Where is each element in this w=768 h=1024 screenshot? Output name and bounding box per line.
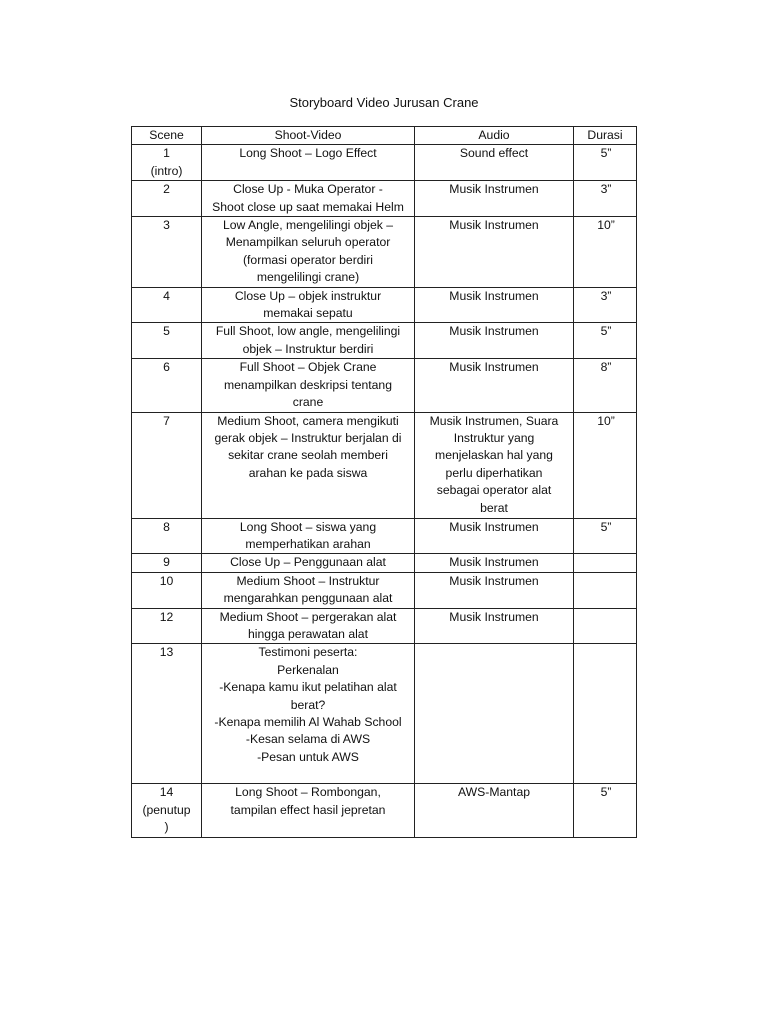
duration-cell — [574, 145, 637, 181]
shoot-video-cell — [202, 518, 415, 554]
table-row — [132, 644, 637, 784]
shoot-video-cell-line: crane — [292, 395, 324, 410]
table-row — [132, 323, 637, 359]
duration-value: 3” — [600, 182, 612, 197]
shoot-video-cell — [202, 287, 415, 323]
audio-cell-line: Musik Instrumen — [449, 519, 539, 534]
scene-cell — [132, 554, 202, 572]
scene-cell — [132, 518, 202, 554]
audio-cell — [415, 608, 574, 644]
shoot-video-cell-line: Long Shoot – Logo Effect — [239, 146, 377, 161]
shoot-video-cell-line: sekitar crane seolah memberi — [228, 448, 388, 463]
duration-cell — [574, 608, 637, 644]
table-row — [132, 217, 637, 288]
shoot-video-cell — [202, 784, 415, 837]
audio-cell — [415, 554, 574, 572]
shoot-video-cell-line: Menampilkan seluruh operator — [225, 235, 391, 250]
table-row — [132, 287, 637, 323]
shoot-video-cell-line: Close Up – objek instruktur — [234, 288, 382, 303]
duration-cell — [574, 359, 637, 412]
storyboard-table — [131, 126, 637, 838]
scene-cell — [132, 359, 202, 412]
scene-cell-line: 5 — [163, 324, 170, 339]
audio-cell — [415, 644, 574, 784]
scene-cell-line: (intro) — [150, 163, 183, 178]
duration-cell — [574, 518, 637, 554]
scene-cell-line: 13 — [159, 645, 174, 660]
duration-value: 5” — [600, 519, 612, 534]
header-scene: Scene — [132, 127, 202, 145]
audio-cell-line: Musik Instrumen — [449, 555, 539, 570]
duration-cell — [574, 287, 637, 323]
duration-value: 10” — [597, 413, 615, 428]
shoot-video-cell-line: berat? — [290, 697, 326, 712]
shoot-video-cell-line: objek – Instruktur berdiri — [242, 341, 374, 356]
scene-cell-line: 4 — [163, 288, 170, 303]
shoot-video-cell-line: Full Shoot, low angle, mengelilingi — [215, 324, 401, 339]
shoot-video-cell-line: -Kesan selama di AWS — [245, 732, 371, 747]
shoot-video-cell-line: Long Shoot – siswa yang — [239, 519, 377, 534]
scene-cell-line: 8 — [163, 519, 170, 534]
shoot-video-cell-line: Low Angle, mengelilingi objek – — [222, 218, 394, 233]
shoot-video-cell — [202, 359, 415, 412]
scene-cell-line: 1 — [163, 146, 170, 161]
duration-value: 3” — [600, 288, 612, 303]
duration-cell — [574, 412, 637, 518]
shoot-video-cell — [202, 608, 415, 644]
audio-cell-line: Musik Instrumen, Suara — [429, 413, 559, 428]
table-row — [132, 608, 637, 644]
shoot-video-cell — [202, 181, 415, 217]
table-row — [132, 572, 637, 608]
shoot-video-cell — [202, 323, 415, 359]
table-body — [132, 145, 637, 837]
scene-cell — [132, 572, 202, 608]
audio-cell-line: menjelaskan hal yang — [435, 448, 553, 463]
scene-cell-line: 10 — [159, 573, 174, 588]
shoot-video-cell-line: menampilkan deskripsi tentang — [223, 377, 392, 392]
duration-value: 5” — [600, 324, 612, 339]
duration-cell — [574, 323, 637, 359]
shoot-video-cell-line: tampilan effect hasil jepretan — [230, 802, 386, 817]
audio-cell-line: Musik Instrumen — [449, 288, 539, 303]
scene-cell — [132, 412, 202, 518]
duration-cell — [574, 644, 637, 784]
shoot-video-cell — [202, 554, 415, 572]
table-row — [132, 518, 637, 554]
audio-cell-line: berat — [480, 500, 508, 515]
scene-cell-line: 7 — [163, 413, 170, 428]
scene-cell-line: 14 — [159, 785, 174, 800]
shoot-video-cell — [202, 644, 415, 784]
audio-cell — [415, 181, 574, 217]
header-shoot-video: Shoot-Video — [202, 127, 415, 145]
shoot-video-cell-line: -Pesan untuk AWS — [257, 749, 359, 764]
audio-cell — [415, 287, 574, 323]
scene-cell — [132, 287, 202, 323]
shoot-video-cell-line: Full Shoot – Objek Crane — [239, 360, 377, 375]
shoot-video-cell-line: -Kenapa kamu ikut pelatihan alat — [219, 680, 397, 695]
audio-cell-line: Instruktur yang — [453, 430, 535, 445]
duration-cell — [574, 181, 637, 217]
scene-cell-line: 9 — [163, 555, 170, 570]
audio-cell-line: Musik Instrumen — [449, 218, 539, 233]
audio-cell — [415, 323, 574, 359]
table-row — [132, 145, 637, 181]
document-title: Storyboard Video Jurusan Crane — [289, 95, 479, 110]
shoot-video-cell-line: Testimoni peserta: — [258, 645, 358, 660]
shoot-video-cell — [202, 217, 415, 288]
shoot-video-cell-line: Medium Shoot – Instruktur — [236, 573, 380, 588]
audio-cell — [415, 784, 574, 837]
table-row — [132, 784, 637, 837]
scene-cell-line: 3 — [163, 218, 170, 233]
audio-cell — [415, 359, 574, 412]
table-row — [132, 359, 637, 412]
shoot-video-cell-line: Shoot close up saat memakai Helm — [212, 199, 404, 214]
scene-cell-line: ) — [164, 820, 169, 835]
audio-cell — [415, 412, 574, 518]
duration-value: 8” — [600, 360, 612, 375]
duration-cell — [574, 572, 637, 608]
scene-cell — [132, 181, 202, 217]
audio-cell-line: AWS-Mantap — [457, 785, 531, 800]
duration-value: 5” — [600, 146, 612, 161]
scene-cell — [132, 323, 202, 359]
shoot-video-cell-line: mengelilingi crane) — [256, 270, 360, 285]
scene-cell — [132, 145, 202, 181]
shoot-video-cell-line: memakai sepatu — [263, 306, 353, 321]
shoot-video-cell-line: Close Up – Penggunaan alat — [230, 555, 386, 570]
shoot-video-cell-line: mengarahkan penggunaan alat — [223, 591, 393, 606]
audio-cell — [415, 572, 574, 608]
audio-cell-line: Musik Instrumen — [449, 573, 539, 588]
table-header-row — [132, 127, 637, 145]
shoot-video-cell — [202, 412, 415, 518]
shoot-video-cell-line: (formasi operator berdiri — [242, 252, 374, 267]
audio-cell — [415, 518, 574, 554]
header-audio: Audio — [415, 127, 574, 145]
header-duration: Durasi — [574, 127, 637, 145]
shoot-video-cell-line: gerak objek – Instruktur berjalan di — [214, 430, 402, 445]
shoot-video-cell-line: Long Shoot – Rombongan, — [235, 785, 381, 800]
duration-cell — [574, 554, 637, 572]
shoot-video-cell-line: Close Up - Muka Operator - — [233, 182, 383, 197]
scene-cell — [132, 608, 202, 644]
table-row — [132, 554, 637, 572]
duration-cell — [574, 217, 637, 288]
shoot-video-cell — [202, 572, 415, 608]
audio-cell-line: Musik Instrumen — [449, 360, 539, 375]
audio-cell-line: Musik Instrumen — [449, 182, 539, 197]
scene-cell-line: 12 — [159, 609, 174, 624]
shoot-video-cell-line: hingga perawatan alat — [248, 626, 368, 641]
scene-cell-line: 2 — [163, 182, 170, 197]
audio-cell-line: sebagai operator alat — [436, 483, 552, 498]
audio-cell-line: Musik Instrumen — [449, 609, 539, 624]
shoot-video-cell-line: Medium Shoot – pergerakan alat — [219, 609, 397, 624]
audio-cell-line: perlu diperhatikan — [445, 465, 543, 480]
duration-value: 10” — [597, 218, 615, 233]
scene-cell — [132, 784, 202, 837]
shoot-video-cell-line: -Kenapa memilih Al Wahab School — [214, 714, 402, 729]
scene-cell-line: (penutup — [142, 802, 191, 817]
audio-cell-line: Sound effect — [459, 146, 529, 161]
audio-cell-line: Musik Instrumen — [449, 324, 539, 339]
duration-cell — [574, 784, 637, 837]
shoot-video-cell-line: memperhatikan arahan — [245, 536, 371, 551]
scene-cell-line: 6 — [163, 360, 170, 375]
audio-cell — [415, 217, 574, 288]
shoot-video-cell-line: Medium Shoot, camera mengikuti — [217, 413, 399, 428]
scene-cell — [132, 644, 202, 784]
shoot-video-cell-line: arahan ke pada siswa — [248, 465, 368, 480]
scene-cell — [132, 217, 202, 288]
duration-value: 5” — [600, 785, 612, 800]
audio-cell — [415, 145, 574, 181]
table-row — [132, 412, 637, 518]
table-row — [132, 181, 637, 217]
shoot-video-cell — [202, 145, 415, 181]
shoot-video-cell-line: Perkenalan — [277, 662, 339, 677]
